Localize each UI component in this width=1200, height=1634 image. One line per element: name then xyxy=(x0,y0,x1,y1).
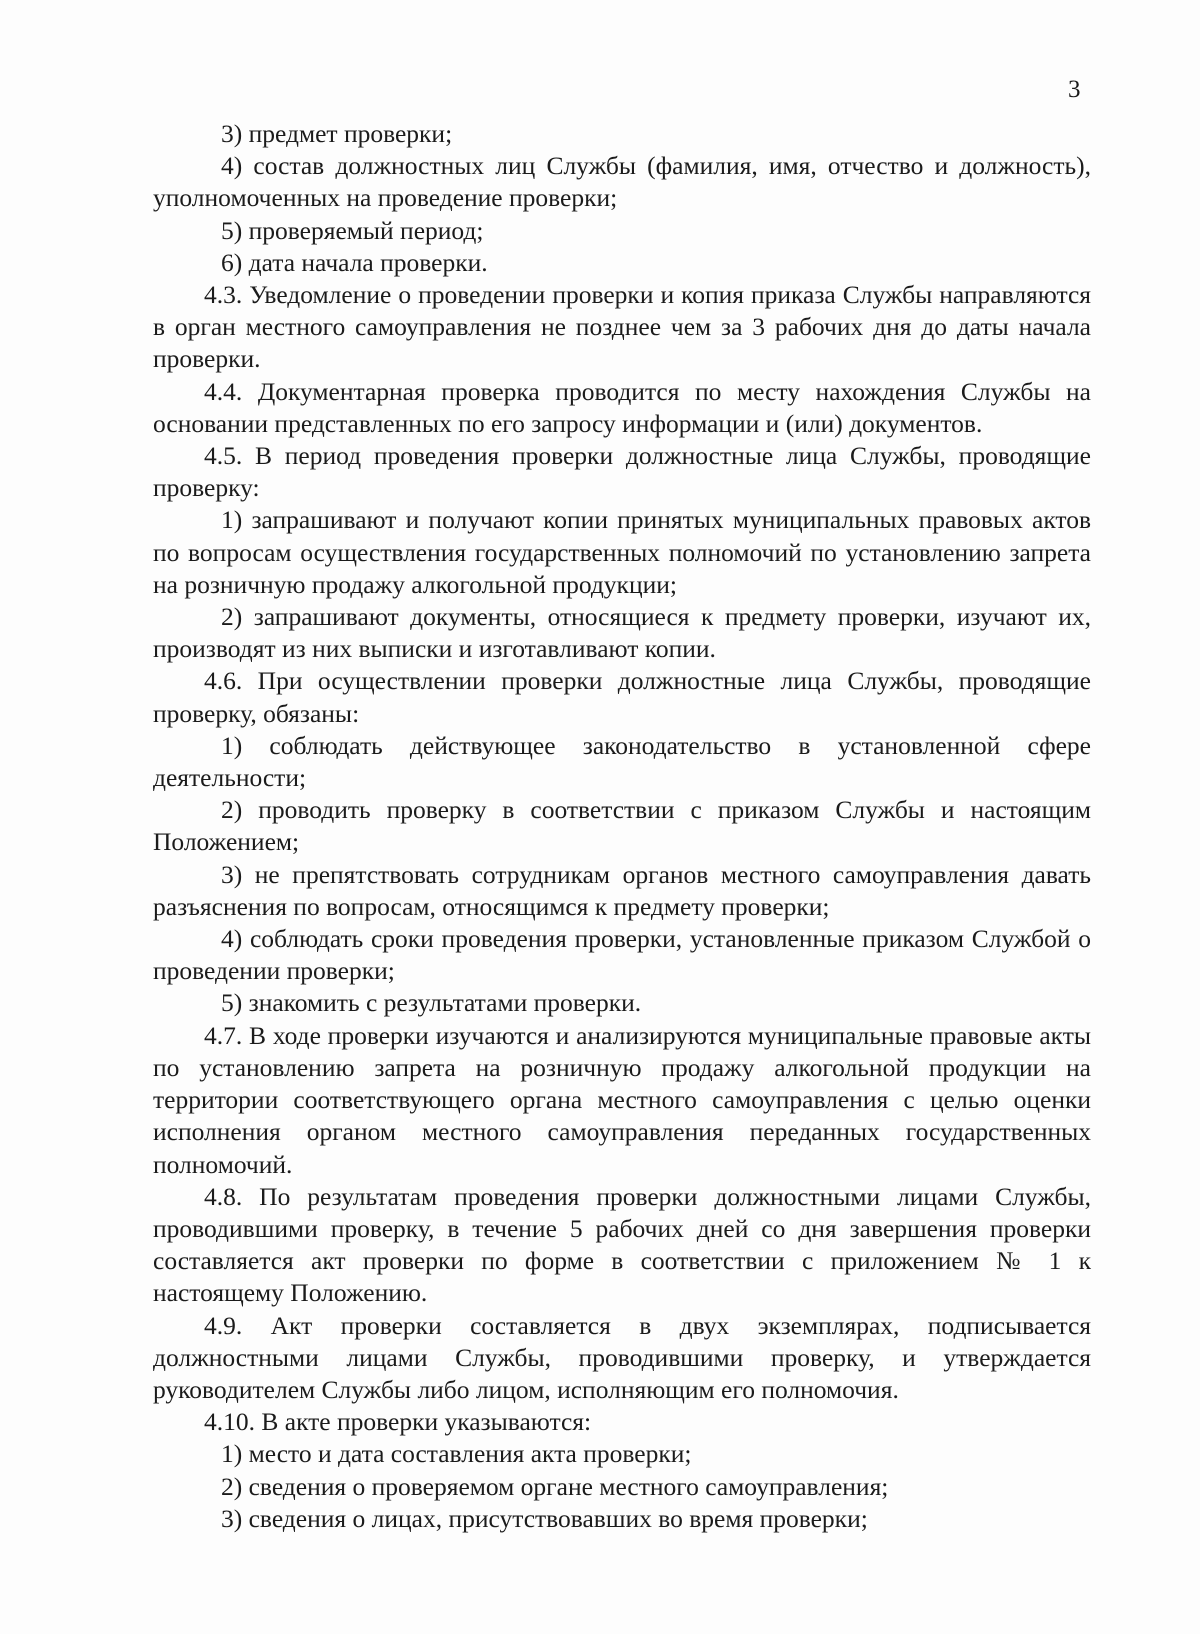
document-body xyxy=(153,118,1091,1535)
list-item: 3) предмет проверки; xyxy=(221,119,453,148)
clause-4-4: 4.4. Документарная проверка проводится по месту нахождения Службы на основании представленных по его запросу информации и (или) документов. xyxy=(153,376,1091,438)
list-item: 2) запрашивают документы, относящиеся к предмету проверки, изучают их, производят из них выписки и изготавливают копии. xyxy=(153,602,1091,664)
list-item: 6) дата начала проверки. xyxy=(221,247,488,277)
clause-4-5: 4.5. В период проведения проверки должностные лица Службы, проводящие проверку: xyxy=(153,441,1091,503)
clause-4-3: 4.3. Уведомление о проведении проверки и копия приказа Службы направляются в орган местного самоуправления не позднее чем за 3 рабочих дня до даты начала проверки. xyxy=(153,280,1091,374)
list-item: 4) соблюдать сроки проведения проверки, установленные приказом Службой о проведении проверки; xyxy=(153,924,1091,986)
clause-4-9: 4.9. Акт проверки составляется в двух экземплярах, подписывается должностными лицами Службы, проводившими проверку, и утверждается руководителем Службы либо лицом, исполняющим его полномочия. xyxy=(153,1310,1091,1404)
list-item: 1) запрашивают и получают копии принятых муниципальных правовых актов по вопросам осуществления государственных полномочий по установлению запрета на розничную продажу алкогольной продукции; xyxy=(153,505,1091,599)
list-item: 5) проверяемый период; xyxy=(221,215,484,245)
list-item: 2) сведения о проверяемом органе местного самоуправления; xyxy=(221,1471,889,1501)
clause-4-7: 4.7. В ходе проверки изучаются и анализируются муниципальные правовые акты по установлению запрета на розничную продажу алкогольной продукции на территории соответствующего органа местного самоуправления с целью оценки исполнения органом местного самоуправления переданных государственных полномочий. xyxy=(153,1020,1091,1179)
list-item: 3) не препятствовать сотрудникам органов местного самоуправления давать разъяснения по вопросам, относящимся к предмету проверки; xyxy=(153,859,1091,921)
page-number: 3 xyxy=(1068,76,1081,103)
clause-4-10: 4.10. В акте проверки указываются: xyxy=(204,1407,592,1437)
clause-4-8: 4.8. По результатам проведения проверки должностными лицами Службы, проводившими проверку, в течение 5 рабочих дней со дня завершения проверки составляется акт проверки по форме в соответствии с приложением № 1 к настоящему Положению. xyxy=(153,1181,1091,1308)
list-item: 5) знакомить с результатами проверки. xyxy=(221,988,642,1018)
list-item: 2) проводить проверку в соответствии с приказом Службы и настоящим Положением; xyxy=(153,795,1091,857)
list-item: 3) сведения о лицах, присутствовавших во время проверки; xyxy=(221,1503,868,1533)
list-item: 4) состав должностных лиц Службы (фамилия, имя, отчество и должность), уполномоченных на проведение проверки; xyxy=(153,151,1091,213)
clause-4-6: 4.6. При осуществлении проверки должностные лица Службы, проводящие проверку, обязаны: xyxy=(153,666,1091,728)
list-item: 1) место и дата составления акта проверки; xyxy=(221,1439,692,1469)
list-item: 1) соблюдать действующее законодательство в установленной сфере деятельности; xyxy=(153,730,1091,793)
